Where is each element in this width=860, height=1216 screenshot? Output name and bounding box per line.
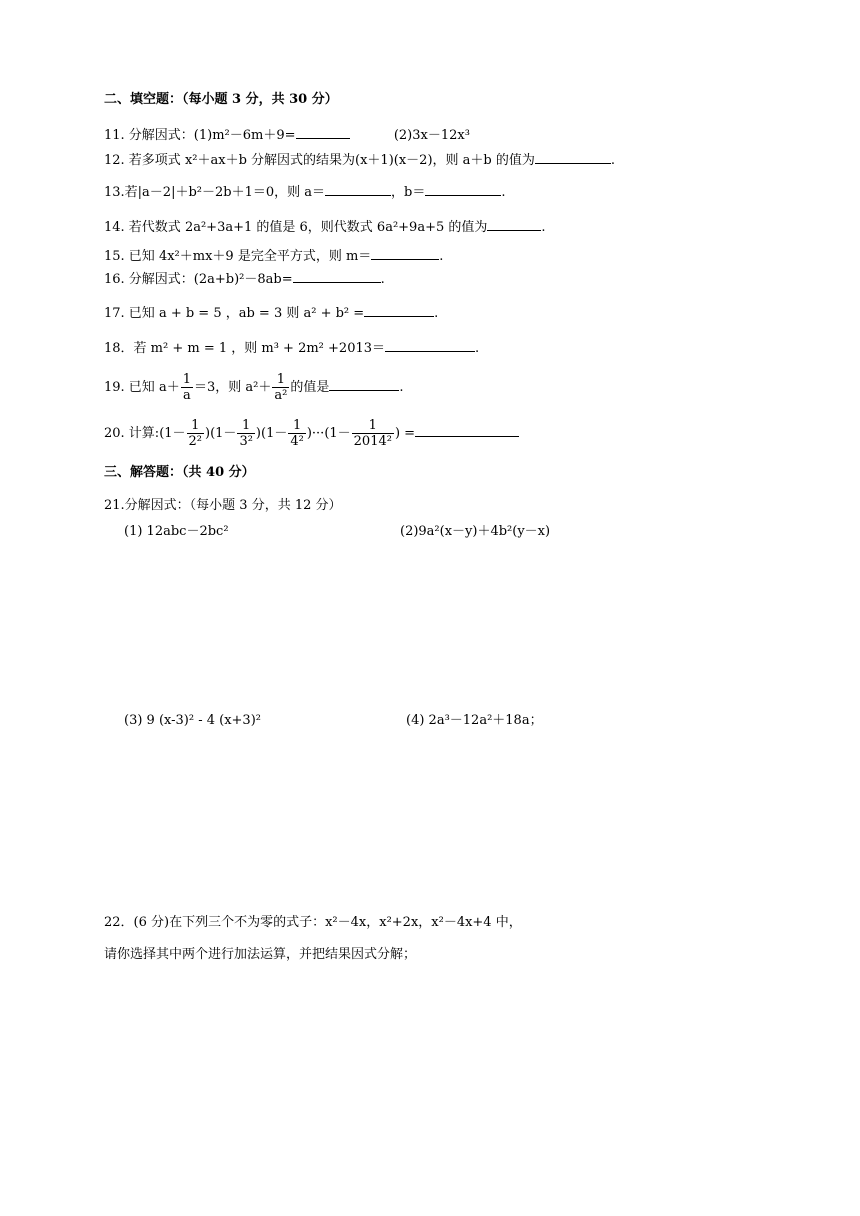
question-12: 12. 若多项式 x²＋ax＋b 分解因式的结果为(x＋1)(x－2)，则 a＋b 的值为 .: [104, 150, 615, 170]
q19-middle: ＝3，则 a²＋: [193, 380, 272, 395]
paren-close: ): [306, 426, 312, 441]
question-15: 15. 已知 4x²＋mx＋9 是完全平方式，则 m＝ .: [104, 246, 443, 266]
fraction-1-over-a-squared: [272, 372, 289, 403]
q19-prefix: 19. 已知 a＋: [104, 380, 180, 395]
q11-part2: (2)3x－12x³: [393, 128, 470, 143]
fraction-1-over-2sq: [187, 418, 204, 449]
numerator: 1: [352, 418, 394, 434]
question-18: 18．若 m² + m = 1 ，则 m³ + 2m² +2013＝ .: [104, 338, 479, 358]
answer-blank-b[interactable]: [425, 182, 501, 196]
q12-text: 12. 若多项式 x²＋ax＋b 分解因式的结果为(x＋1)(x－2)，则 a＋b 的值为: [104, 153, 535, 168]
q14-text: 14. 若代数式 2a²+3a+1 的值是 6，则代数式 6a²+9a+5 的值为: [104, 220, 488, 235]
denominator: 2014²: [353, 434, 392, 449]
ellipsis: ···: [311, 426, 325, 441]
denominator: a: [182, 388, 191, 403]
numerator: 1: [288, 418, 305, 434]
fraction-1-over-a: [181, 372, 193, 403]
question-22-line1: 22．(6 分)在下列三个不为零的式子：x²－4x，x²+2x，x²－4x+4 中，: [104, 915, 522, 930]
denominator: 3²: [239, 434, 253, 449]
answer-blank[interactable]: [371, 246, 439, 260]
answer-blank[interactable]: [293, 269, 381, 283]
question-22-line2: 请你选择其中两个进行加法运算，并把结果因式分解；: [104, 947, 417, 962]
paren-open: (1－: [159, 426, 186, 441]
numerator: 1: [237, 418, 254, 434]
question-21-title: 21.分解因式：（每小题 3 分，共 12 分）: [104, 498, 342, 513]
question-19: 19. 已知 a＋ $\frac{1}{a}$ ＝3，则 a²＋ $\frac{1}{\text{a²}}$ 的值是 .: [104, 372, 404, 403]
q20-prefix: 20. 计算:: [104, 426, 160, 441]
q11-part1: 11. 分解因式：(1)m²－6m＋9=: [104, 128, 296, 143]
answer-blank[interactable]: [385, 338, 475, 352]
fraction-1-over-4sq: [288, 418, 305, 449]
question-11: [104, 125, 470, 145]
denominator: 2²: [188, 434, 203, 449]
answer-blank[interactable]: [487, 217, 541, 231]
answer-blank[interactable]: [364, 303, 434, 317]
q21-part-2: (2)9a²(x－y)＋4b²(y－x): [400, 524, 551, 539]
q21-part-1: (1) 12abc－2bc²: [124, 524, 229, 539]
fraction-1-over-3sq: [237, 418, 254, 449]
question-17: 17. 已知 a + b = 5 ，ab = 3 则 a² + b² = .: [104, 303, 438, 323]
paren-close: ): [255, 426, 261, 441]
denominator: 4²: [290, 434, 304, 449]
answer-blank-a[interactable]: [325, 182, 391, 196]
question-14: 14. 若代数式 2a²+3a+1 的值是 6，则代数式 6a²+9a+5 的值为 .: [104, 217, 546, 237]
equals-sign: =: [404, 426, 416, 441]
q13-part2: ，b＝: [391, 185, 426, 200]
question-13: 13.若|a－2|＋b²－2b＋1＝0，则 a＝ ，b＝ .: [104, 182, 505, 202]
answer-blank[interactable]: [296, 125, 350, 139]
section3-heading: 三、解答题：（共 40 分）: [104, 465, 255, 480]
numerator: 1: [187, 418, 204, 434]
paren-open: (1－: [261, 426, 288, 441]
answer-blank[interactable]: [329, 377, 399, 391]
q21-part-3: (3) 9 (x-3)² - 4 (x+3)²: [124, 713, 261, 728]
q19-suffix: 的值是: [290, 380, 330, 395]
q16-text: 16. 分解因式：(2a+b)²－8ab=: [104, 272, 293, 287]
answer-blank[interactable]: [415, 423, 519, 437]
denominator: a²: [274, 388, 288, 403]
fraction-1-over-2014sq: [352, 418, 394, 449]
question-16: 16. 分解因式：(2a+b)²－8ab= .: [104, 269, 385, 289]
q17-text: 17. 已知 a + b = 5 ，ab = 3 则 a² + b² =: [104, 306, 365, 321]
q15-text: 15. 已知 4x²＋mx＋9 是完全平方式，则 m＝: [104, 249, 372, 264]
section2-heading: 二、填空题：（每小题 3 分，共 30 分）: [104, 92, 338, 107]
numerator: 1: [272, 372, 289, 388]
answer-blank[interactable]: [535, 150, 611, 164]
q13-part1: 13.若|a－2|＋b²－2b＋1＝0，则 a＝: [104, 185, 326, 200]
q18-text: 18．若 m² + m = 1 ，则 m³ + 2m² +2013＝: [104, 341, 386, 356]
paren-close: ): [394, 426, 401, 441]
q21-part-4: (4) 2a³－12a²＋18a；: [406, 713, 543, 728]
paren-open: (1－: [210, 426, 237, 441]
question-20: [104, 412, 519, 456]
paren-close: ): [205, 426, 211, 441]
paren-open: (1－: [324, 426, 351, 441]
numerator: 1: [182, 372, 191, 387]
